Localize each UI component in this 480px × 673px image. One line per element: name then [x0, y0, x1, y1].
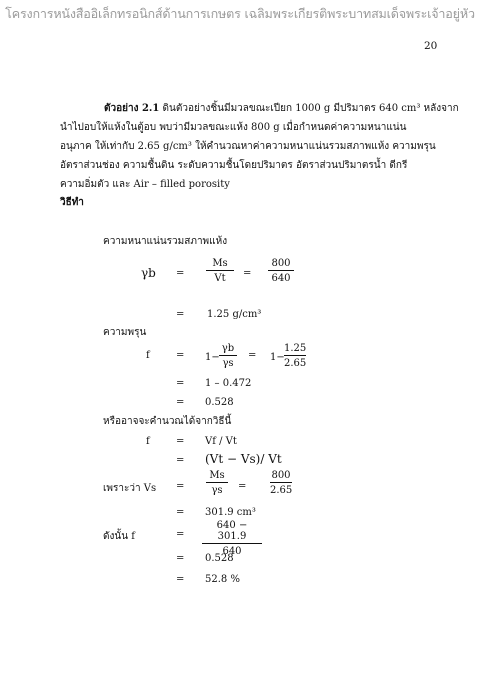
equals-sign: = [176, 574, 185, 585]
bulk-density-result: 1.25 g/cm³ [207, 309, 262, 320]
equals-sign: = [176, 436, 185, 447]
alt-step-2: 52.8 % [205, 574, 240, 585]
example-line-1 [104, 100, 459, 118]
equals-sign: = [176, 455, 185, 466]
example-text-1: ดินตัวอย่างชิ้นมีมวลขณะเปียก 1000 g มีปริมาตร 640 cm³ หลังจาก [162, 103, 459, 114]
fraction-numerator: 1.25 [284, 343, 307, 354]
alt-expr-2: (Vt − Vs)/ Vt [205, 452, 282, 466]
bulk-density-heading: ความหนาแน่นรวมสภาพแห้ง [103, 236, 228, 247]
therefore-f: ดังนั้น f [103, 531, 135, 542]
one: 1 [270, 352, 277, 363]
fraction-denominator: γs [222, 358, 234, 369]
porosity-step-2: 0.528 [205, 397, 234, 408]
alt-f-symbol: f [146, 436, 150, 447]
fraction-denominator: γs [211, 485, 223, 496]
page-number: 20 [424, 40, 438, 52]
equals-sign: = [243, 268, 252, 279]
fraction-ms-vt [206, 258, 234, 284]
solution-label: วิธีทำ [60, 197, 84, 208]
fraction-ms-gamma-s [206, 470, 228, 496]
fraction-640-minus-301.9 [202, 520, 262, 557]
alt-step-1: 0.528 [205, 553, 234, 564]
equals-sign: = [238, 481, 247, 492]
equals-sign: = [176, 309, 185, 320]
one: 1 [205, 352, 212, 363]
fraction-1.25-2.65 [284, 343, 306, 369]
fraction-numerator: 800 [268, 258, 294, 271]
equals-sign: = [176, 553, 185, 564]
page-header: โครงการหนังสืออิเล็กทรอนิกส์ด้านการเกษตร เฉลิมพระเกียรติพระบาทสมเด็จพระเจ้าอยู่หัว [5, 6, 475, 21]
one-minus [270, 352, 285, 363]
equals-sign: = [176, 529, 185, 540]
equals-sign: = [176, 481, 185, 492]
one-minus [205, 352, 220, 363]
porosity-symbol: f [146, 350, 150, 361]
equals-sign: = [176, 397, 185, 408]
minus-sign: − [276, 352, 285, 363]
alt-expr-1: Vf / Vt [205, 436, 237, 447]
example-line-4: อัตราส่วนช่อง ความชื้นดิน ระดับความชื้นโดยปริมาตร อัตราส่วนปริมาตรน้ำ ดีกรี [60, 160, 408, 171]
fraction-800-2.65 [270, 470, 292, 496]
fraction-denominator: 2.65 [270, 485, 293, 496]
porosity-heading: ความพรุน [103, 327, 147, 338]
example-line-3: อนุภาค ให้เท่ากับ 2.65 g/cm³ ให้คำนวณหาค่าความหนาแน่นรวมสภาพแห้ง ความพรุน [60, 141, 436, 152]
fraction-denominator: Vt [214, 273, 226, 284]
vs-value: 301.9 cm³ [205, 507, 256, 518]
fraction-numerator: Ms [206, 470, 228, 483]
example-label: ตัวอย่าง 2.1 [104, 103, 160, 114]
example-line-2: นำไปอบให้แห้งในตู้อบ พบว่ามีมวลขณะแห้ง 800 g เมื่อกำหนดค่าความหนาแน่น [60, 122, 407, 133]
equals-sign: = [176, 350, 185, 361]
fraction-numerator: γb [219, 343, 237, 356]
alternative-heading: หรืออาจจะคำนวณได้จากวิธีนี้ [103, 416, 232, 427]
gamma-b-symbol: γb [141, 266, 156, 280]
equals-sign: = [176, 268, 185, 279]
fraction-numerator: 640 − 301.9 [202, 520, 262, 544]
fraction-denominator: 640 [222, 546, 242, 557]
fraction-numerator: 800 [271, 470, 291, 481]
fraction-numerator: Ms [206, 258, 234, 271]
minus-sign: − [211, 352, 220, 363]
fraction-gamma-b-gamma-s [219, 343, 237, 369]
because-vs: เพราะว่า Vs [103, 483, 157, 494]
equals-sign: = [248, 350, 257, 361]
porosity-step-1: 1 – 0.472 [205, 378, 252, 389]
fraction-800-640 [268, 258, 294, 284]
fraction-denominator: 2.65 [284, 358, 307, 369]
fraction-denominator: 640 [271, 273, 291, 284]
equals-sign: = [176, 378, 185, 389]
example-line-5: ความอิ่มตัว และ Air – filled porosity [60, 179, 230, 190]
equals-sign: = [176, 507, 185, 518]
